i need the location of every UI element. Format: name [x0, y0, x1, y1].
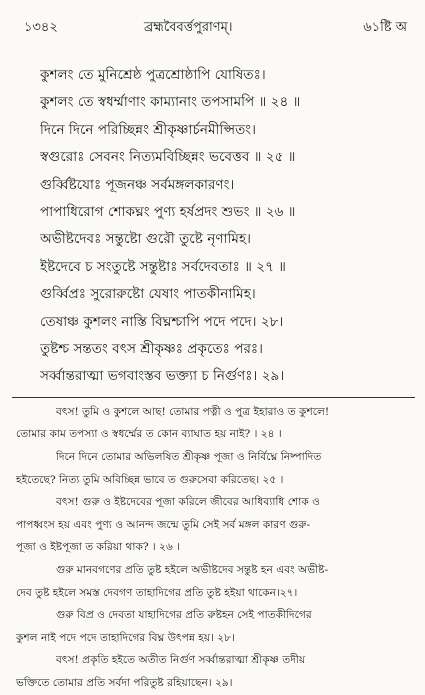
- translation-line: তোমার কাম তপস্যা ও স্বধর্ম্মের ত কোন ব্যাঘাত হয় নাই? । ২৪ ।: [16, 428, 282, 441]
- verse-line: কুশলং তে মুনিশ্রেষ্ঠ পুত্রশ্রোষ্ঠাপি যোষিতঃ।: [40, 67, 266, 83]
- verse-line: দিনে দিনে পরিচ্ছিন্নং শ্রীকৃষ্ণার্চনমীপ্সিতং।: [40, 121, 257, 138]
- translation-line: দেব তুষ্ট হইলে সমস্ত দেবগণ তাহাদিগের প্রতি তুষ্ট হইয়া থাকেন।২৭।: [16, 586, 298, 599]
- translation-line: পূজা ও ইষ্টপূজা ত করিয়া থাক? । ২৬ ।: [16, 541, 180, 554]
- translation-line: গুরু মানবগণের প্রতি তুষ্ট হইলে অভীষ্টদেব সন্তুষ্ট হন এবং অভীষ্ট-: [56, 564, 329, 577]
- translation-line: বৎস! গুরু ও ইষ্টদেবের পূজা করিলে জীবের আধিব্যাধি শোক ও: [56, 496, 320, 509]
- verse-line: তেষাঞ্চ কুশলং নাস্তি বিঘ্নশ্চাপি পদে পদে। ২৮।: [40, 313, 284, 330]
- verse-line: অভীষ্টদেবঃ সন্তুষ্টো গুরৌ তুষ্টে নৃণামিহ।: [40, 231, 251, 248]
- running-title: ব্রহ্মবৈবর্ত্তপুরাণম্।: [144, 20, 233, 35]
- chapter-marker: ৬১ষ্টি অ: [363, 20, 407, 35]
- verse-line: গুর্ব্বিষ্টযোঃ পূজনঞ্চ সর্বমঙ্গলকারণং।: [40, 176, 235, 193]
- verse-line: স্বগুরোঃ সেবনং নিত্যমবিচ্ছিন্নং ভবেত্তব ॥ ২৫ ॥: [40, 149, 296, 166]
- translation-line: কুশল নাই পদে পদে তাহাদিগের বিঘ্ন উৎপন্ন হয়। ২৮।: [16, 631, 235, 644]
- translation-line: ভক্তিতে তোমার প্রতি সর্বদা পরিতুষ্ট রহিয়াছেন। ২৯।: [16, 677, 233, 689]
- translation-line: হইতেছে? নিত্য তুমি অবিচ্ছিন্ন ভাবে ত গুরুসেবা করিতেছ। ২৫ ।: [16, 473, 284, 486]
- translation-line: পাপধ্বংস হয় এবং পুণ্য ও আনন্দ জন্মে তুমি সেই সর্ব মঙ্গল কারণ গুরু-: [16, 518, 311, 531]
- translation-line: দিনে দিনে তোমার অভিলষিত শ্রীকৃষ্ণ পূজা ও নির্বিঘ্নে নিষ্পাদিত: [56, 451, 322, 464]
- sanskrit-verses: [12, 62, 415, 391]
- bengali-translation: [12, 401, 415, 695]
- translation-line: বৎস! তুমি ও কুশলে আছ! তোমার পত্নী ও পুত্র ইহারাও ত কুশলে!: [56, 405, 330, 418]
- translation-line: গুরু বিপ্র ও দেবতা যাহাদিগের প্রতি রুষ্টহন সেই পাতকীদিগের: [56, 609, 312, 622]
- verse-line: কুশলং তে স্বধর্ম্মাণাং কাম্যানাং তপসামপি ॥ ২৪ ॥: [40, 94, 301, 111]
- section-divider: [12, 397, 415, 398]
- verse-line: সর্ব্বান্তরাত্মা ভগবাংস্তব ভক্ত্যা চ নির্গুণঃ। ২৯।: [40, 368, 285, 385]
- translation-line: বৎস! প্রকৃতি হইতে অতীত নির্গুণ সর্ব্বান্তরাত্মা শ্রীকৃষ্ণ তদীয়: [56, 654, 306, 667]
- page-number: ১৩৪২: [24, 20, 58, 35]
- verse-line: পাপাধিরোগ শোকঘ্নং পুণ্য হর্ষপ্রদং শুভং ॥ ২৬ ॥: [40, 204, 296, 221]
- verse-line: গুর্ব্বিপ্রঃ সুরোরুষ্টো যেষাং পাতকীনামিহ।: [40, 286, 256, 303]
- page-header: [12, 8, 415, 38]
- verse-line: ইষ্টদেবে চ সংতুষ্টে সন্তুষ্টাঃ সর্বদেবতাঃ ॥ ২৭ ॥: [40, 258, 286, 275]
- verse-line: তুষ্টশ্চ সন্ততং বৎস শ্রীকৃষ্ণঃ প্রকৃতেঃ পরঃ।: [40, 341, 264, 358]
